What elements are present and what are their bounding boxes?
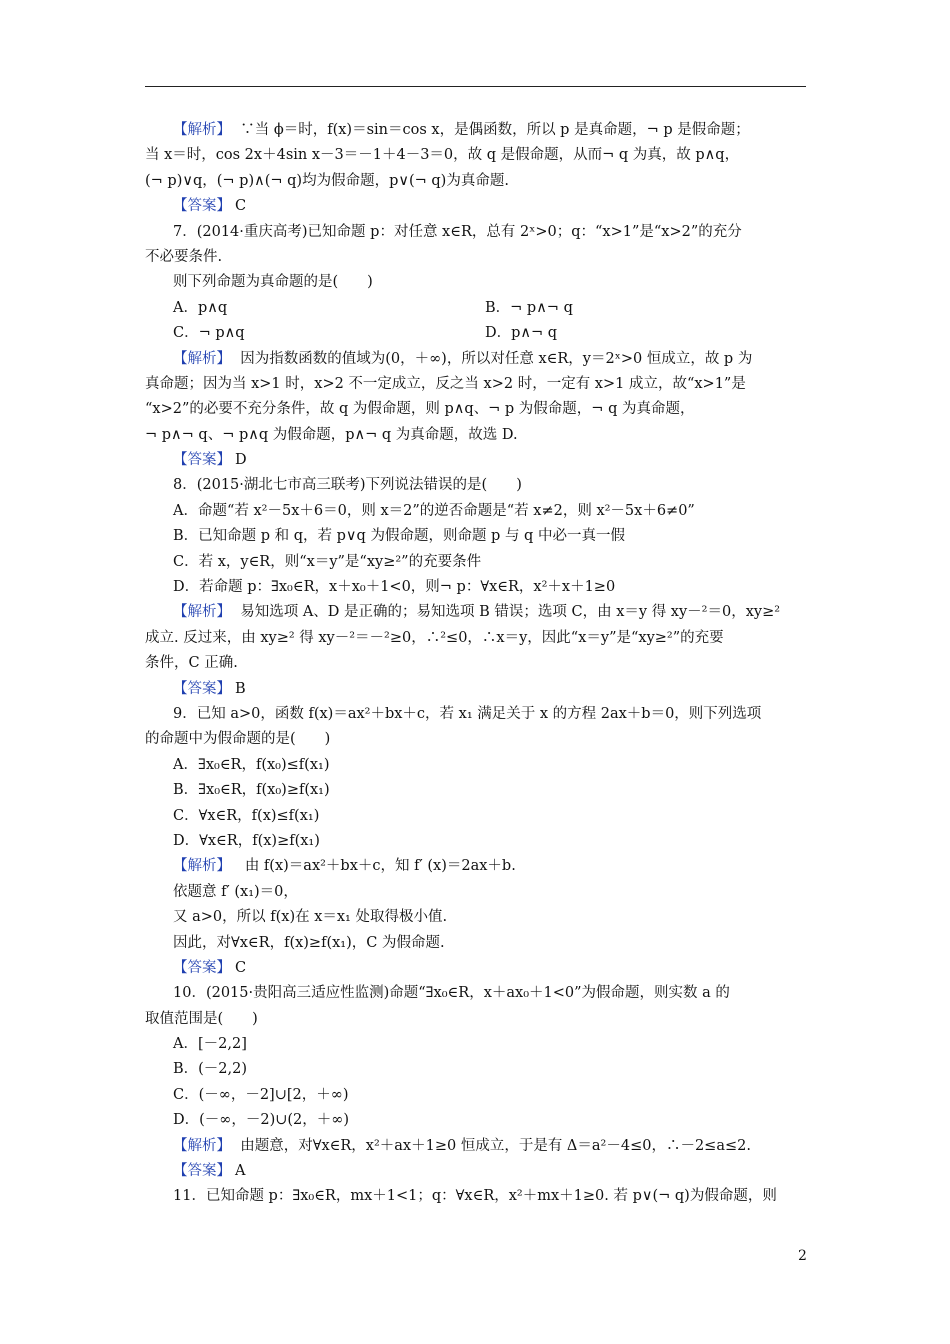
option-b: B．(－2,2) (173, 1061, 248, 1078)
option-c: C．∀x∈R，f(x)≤f(x₁) (173, 807, 320, 824)
analysis-line (145, 600, 809, 625)
option-b: B．¬ p∧¬ q (485, 299, 573, 316)
text: 因为指数函数的值域为(0，＋∞)，所以对任意 x∈R，y＝2ˣ>0 恒成立，故 p 为 (240, 350, 753, 367)
analysis-line (145, 854, 809, 879)
answer-value: D (235, 452, 247, 469)
answer-value: C (235, 198, 247, 215)
answer-value: B (235, 680, 246, 697)
options-row (145, 296, 809, 321)
option-d: D．(－∞，－2)∪(2，＋∞) (173, 1112, 350, 1129)
options-row (145, 321, 809, 346)
analysis-tag: 【解析】 (173, 350, 231, 367)
question-11: 11．已知命题 p：∃x₀∈R，mx＋1<1；q：∀x∈R，x²＋mx＋1≥0. 若 p∨(¬ q)为假命题，则 (173, 1188, 777, 1205)
answer-tag: 【答案】 (173, 680, 231, 697)
text: ∵当 ϕ＝时，f(x)＝sin＝cos x，是偶函数，所以 p 是真命题，¬ p 是假命题； (240, 122, 750, 138)
option-c: C．若 x，y∈R，则“x＝y”是“xy≥²”的充要条件 (173, 553, 482, 570)
option-a: A．命题“若 x²－5x＋6＝0，则 x＝2”的逆否命题是“若 x≠2，则 x²－5x＋6≠0” (173, 502, 695, 519)
answer-line (145, 194, 809, 219)
analysis-tag: 【解析】 (173, 122, 231, 138)
answer-value: A (235, 1163, 246, 1180)
option-d: D．p∧¬ q (485, 325, 558, 342)
question-10: 10．(2015·贵阳高三适应性监测)命题“∃x₀∈R，x＋ax₀＋1<0”为假命题，则实数 a 的 (173, 985, 730, 1002)
option-a: A．[－2,2] (173, 1036, 247, 1053)
option-d: D．若命题 p：∃x₀∈R，x＋x₀＋1<0，则¬ p：∀x∈R，x²＋x＋1≥0 (173, 579, 616, 596)
question-8: 8．(2015·湖北七市高三联考)下列说法错误的是( ) (173, 477, 522, 494)
option-a: A．p∧q (173, 299, 228, 316)
analysis-tag: 【解析】 (173, 604, 231, 621)
text: 由题意，对∀x∈R，x²＋ax＋1≥0 恒成立，于是有 Δ＝a²－4≤0，∴－2≤a≤2. (240, 1137, 751, 1154)
text-line: 依题意 f′ (x₁)＝0， (173, 883, 298, 900)
answer-line (145, 1159, 809, 1184)
question-9: 9．已知 a>0，函数 f(x)＝ax²＋bx＋c，若 x₁ 满足关于 x 的方程 2ax＋b＝0，则下列选项 (173, 705, 762, 722)
text-line: 真命题；因为当 x>1 时，x>2 不一定成立，反之当 x>2 时，一定有 x>1 成立，故“x>1”是 (145, 375, 746, 392)
analysis-line (145, 1134, 809, 1159)
analysis-line (145, 347, 809, 372)
answer-value: C (235, 959, 247, 976)
option-b: B．已知命题 p 和 q，若 p∨q 为假命题，则命题 p 与 q 中必一真一假 (173, 528, 625, 545)
text-line: 又 a>0，所以 f(x)在 x＝x₁ 处取得极小值. (173, 909, 448, 926)
text-line: “x>2”的必要不充分条件，故 q 为假命题，则 p∧q、¬ p 为假命题，¬ q 为真命题， (145, 401, 695, 418)
analysis-tag: 【解析】 (173, 1137, 231, 1154)
text: 易知选项 A、D 是正确的；易知选项 B 错误；选项 C，由 x＝y 得 xy－²＝0，xy≥² (240, 604, 781, 621)
text-line: 成立. 反过来，由 xy≥² 得 xy－²＝－²≥0，∴²≤0，∴x＝y，因此“x＝y”是“xy≥²”的充要 (145, 629, 724, 646)
question-prompt: 则下列命题为真命题的是( ) (173, 274, 373, 291)
answer-tag: 【答案】 (173, 198, 231, 215)
answer-tag: 【答案】 (173, 1163, 231, 1180)
page-number: 2 (798, 1248, 807, 1264)
analysis-line (145, 118, 809, 143)
text: 由 f(x)＝ax²＋bx＋c，知 f′ (x)＝2ax＋b. (244, 858, 516, 875)
answer-tag: 【答案】 (173, 959, 231, 976)
text-line: 当 x＝时，cos 2x＋4sin x－3＝－1＋4－3＝0，故 q 是假命题，从而¬ q 为真，故 p∧q， (145, 147, 740, 164)
question-7: 7．(2014·重庆高考)已知命题 p：对任意 x∈R，总有 2ˣ>0；q：“x>1”是“x>2”的充分 (173, 223, 742, 240)
option-a: A．∃x₀∈R，f(x₀)≤f(x₁) (173, 756, 330, 773)
text-line: 条件，C 正确. (145, 655, 238, 672)
text-line: ¬ p∧¬ q、¬ p∧q 为假命题，p∧¬ q 为真命题，故选 D. (145, 426, 518, 443)
text-line: 因此，对∀x∈R，f(x)≥f(x₁)，C 为假命题. (173, 934, 445, 951)
answer-line (145, 956, 809, 981)
page-body (145, 118, 809, 1210)
text-line: 不必要条件. (145, 248, 223, 265)
answer-tag: 【答案】 (173, 452, 231, 469)
option-c: C．(－∞，－2]∪[2，＋∞) (173, 1086, 349, 1103)
analysis-tag: 【解析】 (173, 858, 231, 875)
option-d: D．∀x∈R，f(x)≥f(x₁) (173, 832, 320, 849)
option-c: C．¬ p∧q (173, 325, 245, 342)
answer-line (145, 448, 809, 473)
option-b: B．∃x₀∈R，f(x₀)≥f(x₁) (173, 782, 330, 799)
text-line: 取值范围是( ) (145, 1010, 258, 1027)
answer-line (145, 677, 809, 702)
header-rule (145, 86, 806, 87)
text-line: 的命题中为假命题的是( ) (145, 731, 331, 748)
text-line: (¬ p)∨q，(¬ p)∧(¬ q)均为假命题，p∨(¬ q)为真命题. (145, 172, 509, 189)
